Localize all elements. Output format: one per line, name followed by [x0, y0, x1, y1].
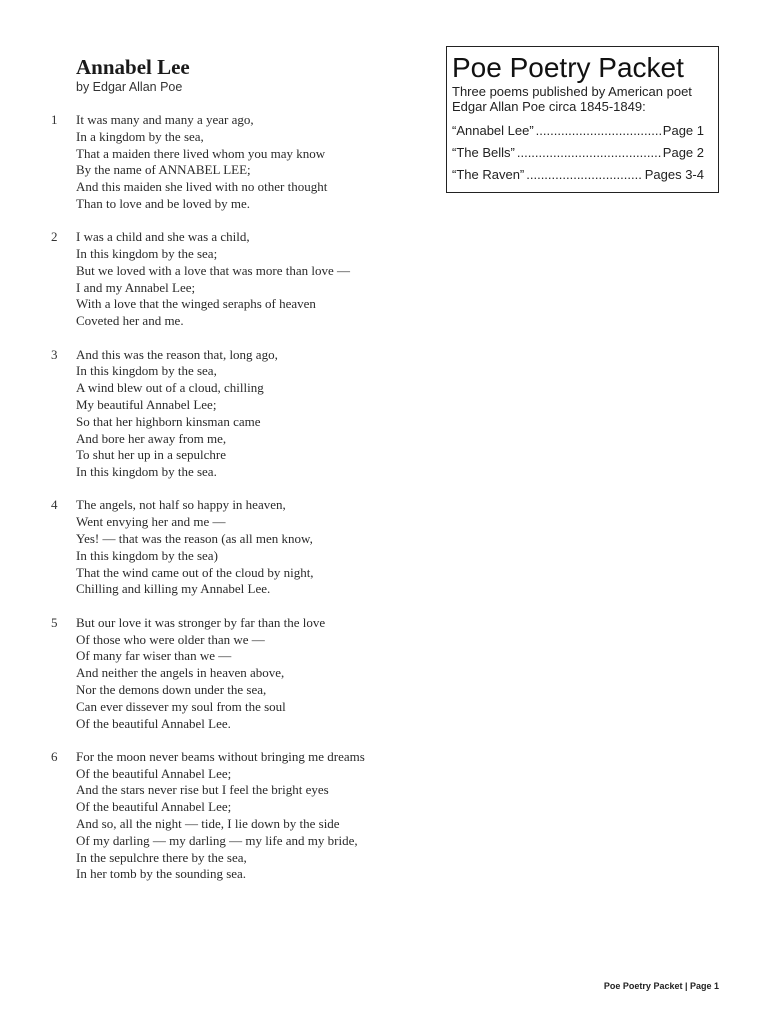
poem-line: Yes! — that was the reason (as all men know,	[76, 531, 313, 547]
poem-line: With a love that the winged seraphs of heaven	[76, 296, 316, 312]
stanza	[0, 347, 440, 481]
poem-line: To shut her up in a sepulchre	[76, 447, 226, 463]
packet-title: Poe Poetry Packet	[452, 52, 684, 83]
poem-body	[0, 112, 440, 900]
poem-line: A wind blew out of a cloud, chilling	[76, 380, 264, 396]
poem-line: It was many and many a year ago,	[76, 112, 254, 127]
poem-line: Went envying her and me —	[76, 514, 226, 530]
poem-line: Than to love and be loved by me.	[76, 195, 251, 211]
stanza-number: 2	[51, 229, 58, 245]
poem-line: In a kingdom by the sea,	[76, 128, 204, 144]
stanza-lines	[76, 615, 440, 733]
toc-entry	[452, 142, 704, 164]
stanza-number: 4	[51, 497, 58, 513]
poem-line: Of the beautiful Annabel Lee;	[76, 765, 232, 781]
page-footer: Poe Poetry Packet | Page 1	[603, 981, 719, 991]
poem-line: In her tomb by the sounding sea.	[76, 866, 247, 882]
poem-line: Of my darling — my darling — my life and my bride,	[76, 832, 358, 848]
poem-line: That a maiden there lived whom you may know	[76, 145, 326, 161]
toc-entry	[452, 120, 704, 142]
poem-line: Of many far wiser than we —	[76, 648, 232, 664]
stanza-number: 1	[51, 112, 58, 127]
poem-line: Nor the demons down under the sea,	[76, 681, 267, 697]
poem-line: I and my Annabel Lee;	[76, 279, 196, 295]
poem-line: I was a child and she was a child,	[76, 229, 250, 245]
toc-leader-dots	[526, 164, 642, 186]
poem-line: Can ever dissever my soul from the soul	[76, 698, 286, 714]
stanza-lines	[76, 229, 440, 330]
poem-line: By the name of ANNABEL LEE;	[76, 162, 251, 178]
poem-byline: by Edgar Allan Poe	[76, 80, 183, 94]
poem-line: But our love it was stronger by far than the love	[76, 614, 326, 630]
poem-line: But we loved with a love that was more than love —	[76, 262, 351, 278]
poem-line: In this kingdom by the sea;	[76, 246, 218, 262]
poem-line: Chilling and killing my Annabel Lee.	[76, 581, 271, 597]
poem-line: So that her highborn kinsman came	[76, 413, 261, 429]
poem-line: Of those who were older than we —	[76, 631, 265, 647]
poem-line: In this kingdom by the sea.	[76, 464, 217, 480]
stanza-number: 6	[51, 748, 58, 764]
stanza-number: 5	[51, 614, 58, 630]
poem-line: And the stars never rise but I feel the bright eyes	[76, 782, 329, 798]
toc-entry-page: Page 2	[662, 145, 704, 160]
stanza-lines	[76, 347, 440, 481]
poem-line: The angels, not half so happy in heaven,	[76, 497, 286, 513]
poem-line: And bore her away from me,	[76, 430, 227, 446]
stanza-lines	[76, 112, 440, 213]
packet-description: Three poems published by American poet Edgar Allan Poe circa 1845-1849:	[452, 84, 692, 114]
poem-line: In the sepulchre there by the sea,	[76, 849, 247, 865]
poem-line: My beautiful Annabel Lee;	[76, 396, 217, 412]
stanza	[0, 749, 440, 883]
poem-line: Of the beautiful Annabel Lee.	[76, 715, 231, 731]
table-of-contents	[452, 120, 718, 186]
stanza	[0, 615, 440, 733]
poem-line: And so, all the night — tide, I lie down by the side	[76, 815, 340, 831]
toc-entry-page: Page 1	[662, 123, 704, 138]
stanza-lines	[76, 749, 440, 883]
stanza-number: 3	[51, 346, 58, 362]
toc-leader-dots	[517, 142, 661, 164]
poem-line: And this maiden she lived with no other thought	[76, 179, 328, 195]
poem-line: In this kingdom by the sea)	[76, 547, 218, 563]
poem-title: Annabel Lee	[76, 55, 190, 79]
packet-info-box	[446, 46, 719, 193]
toc-entry	[452, 164, 704, 186]
toc-entry-title: “The Bells”	[452, 145, 515, 160]
toc-entry-page: Pages 3-4	[644, 167, 704, 182]
stanza	[0, 497, 440, 598]
stanza-lines	[76, 497, 440, 598]
stanza	[0, 112, 440, 213]
poem-line: And neither the angels in heaven above,	[76, 665, 285, 681]
toc-leader-dots	[536, 120, 661, 142]
poem-line: Coveted her and me.	[76, 313, 184, 329]
poem-line: And this was the reason that, long ago,	[76, 346, 278, 362]
poem-line: In this kingdom by the sea,	[76, 363, 217, 379]
stanza	[0, 229, 440, 330]
toc-entry-title: “The Raven”	[452, 167, 525, 182]
toc-entry-title: “Annabel Lee”	[452, 123, 534, 138]
poem-line: For the moon never beams without bringing me dreams	[76, 748, 365, 764]
poem-line: That the wind came out of the cloud by night,	[76, 564, 314, 580]
poem-line: Of the beautiful Annabel Lee;	[76, 799, 232, 815]
